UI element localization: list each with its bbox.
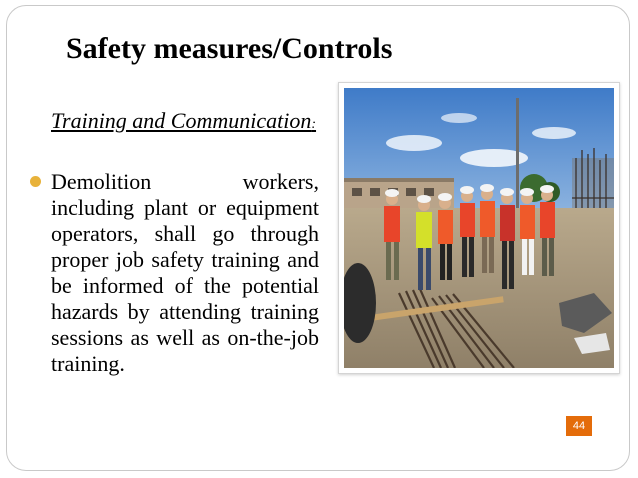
page-number-badge: 44 bbox=[566, 416, 592, 436]
bullet-icon bbox=[30, 176, 41, 187]
construction-site-image bbox=[344, 88, 614, 368]
training-photo bbox=[338, 82, 620, 374]
subheading-text: Training and Communication bbox=[51, 108, 312, 133]
subheading bbox=[51, 108, 321, 134]
bullet-list bbox=[30, 169, 320, 377]
subheading-colon: : bbox=[311, 117, 317, 132]
bullet-item: Demolition workers, including plant or equipment operators, shall go through proper job safety training and be informed of the potential hazards by attending training sessions as well as on-the-job training. bbox=[51, 169, 319, 376]
slide-title: Safety measures/Controls bbox=[66, 32, 393, 65]
